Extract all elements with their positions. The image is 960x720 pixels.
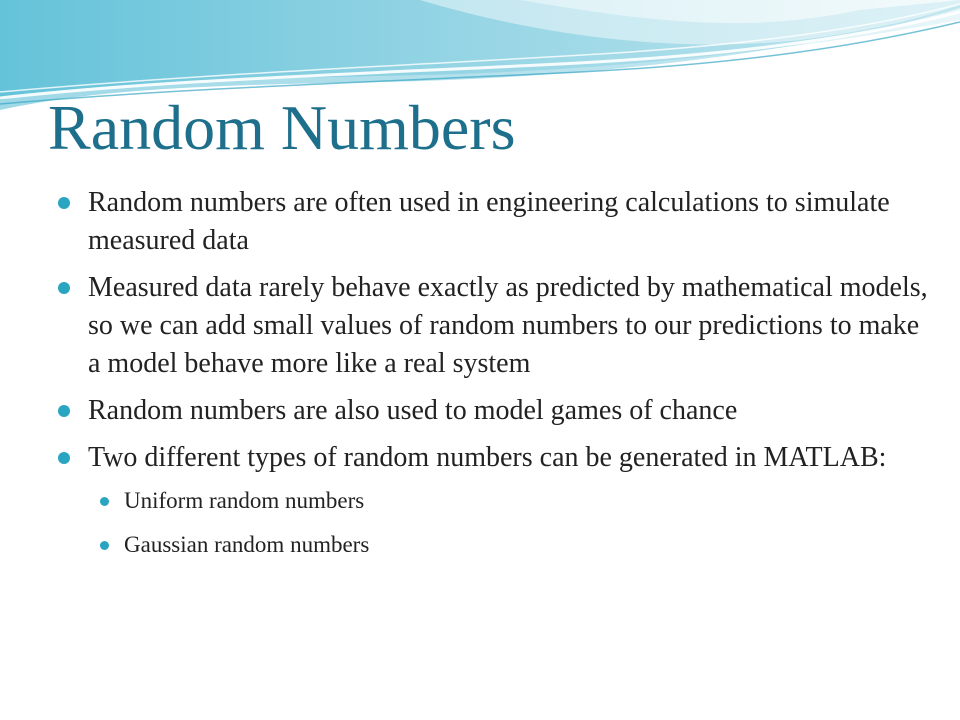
sub-bullet-item [54, 486, 934, 516]
bullet-text: Two different types of random numbers can be generated in MATLAB: [88, 442, 887, 473]
bullet-text: Uniform random numbers [124, 488, 365, 513]
bullet-dot-icon [100, 497, 109, 506]
bullet-text: Gaussian random numbers [124, 532, 370, 557]
sub-bullet-item [54, 530, 934, 560]
bullet-item [54, 269, 934, 383]
bullet-item [54, 439, 934, 477]
slide-title: Random Numbers [48, 92, 516, 163]
bullet-list [54, 184, 934, 574]
bullet-item [54, 184, 934, 260]
bullet-dot-icon [58, 405, 70, 417]
bullet-dot-icon [58, 282, 70, 294]
bullet-dot-icon [58, 197, 70, 209]
bullet-dot-icon [100, 541, 109, 550]
bullet-text: Random numbers are often used in engineering calculations to simulate measured data [88, 187, 890, 256]
bullet-item [54, 392, 934, 430]
bullet-text: Random numbers are also used to model games of chance [88, 395, 738, 426]
bullet-dot-icon [58, 452, 70, 464]
bullet-text: Measured data rarely behave exactly as predicted by mathematical models, so we can add small values of random numbers to our predictions to make a model behave more like a real system [88, 272, 928, 379]
